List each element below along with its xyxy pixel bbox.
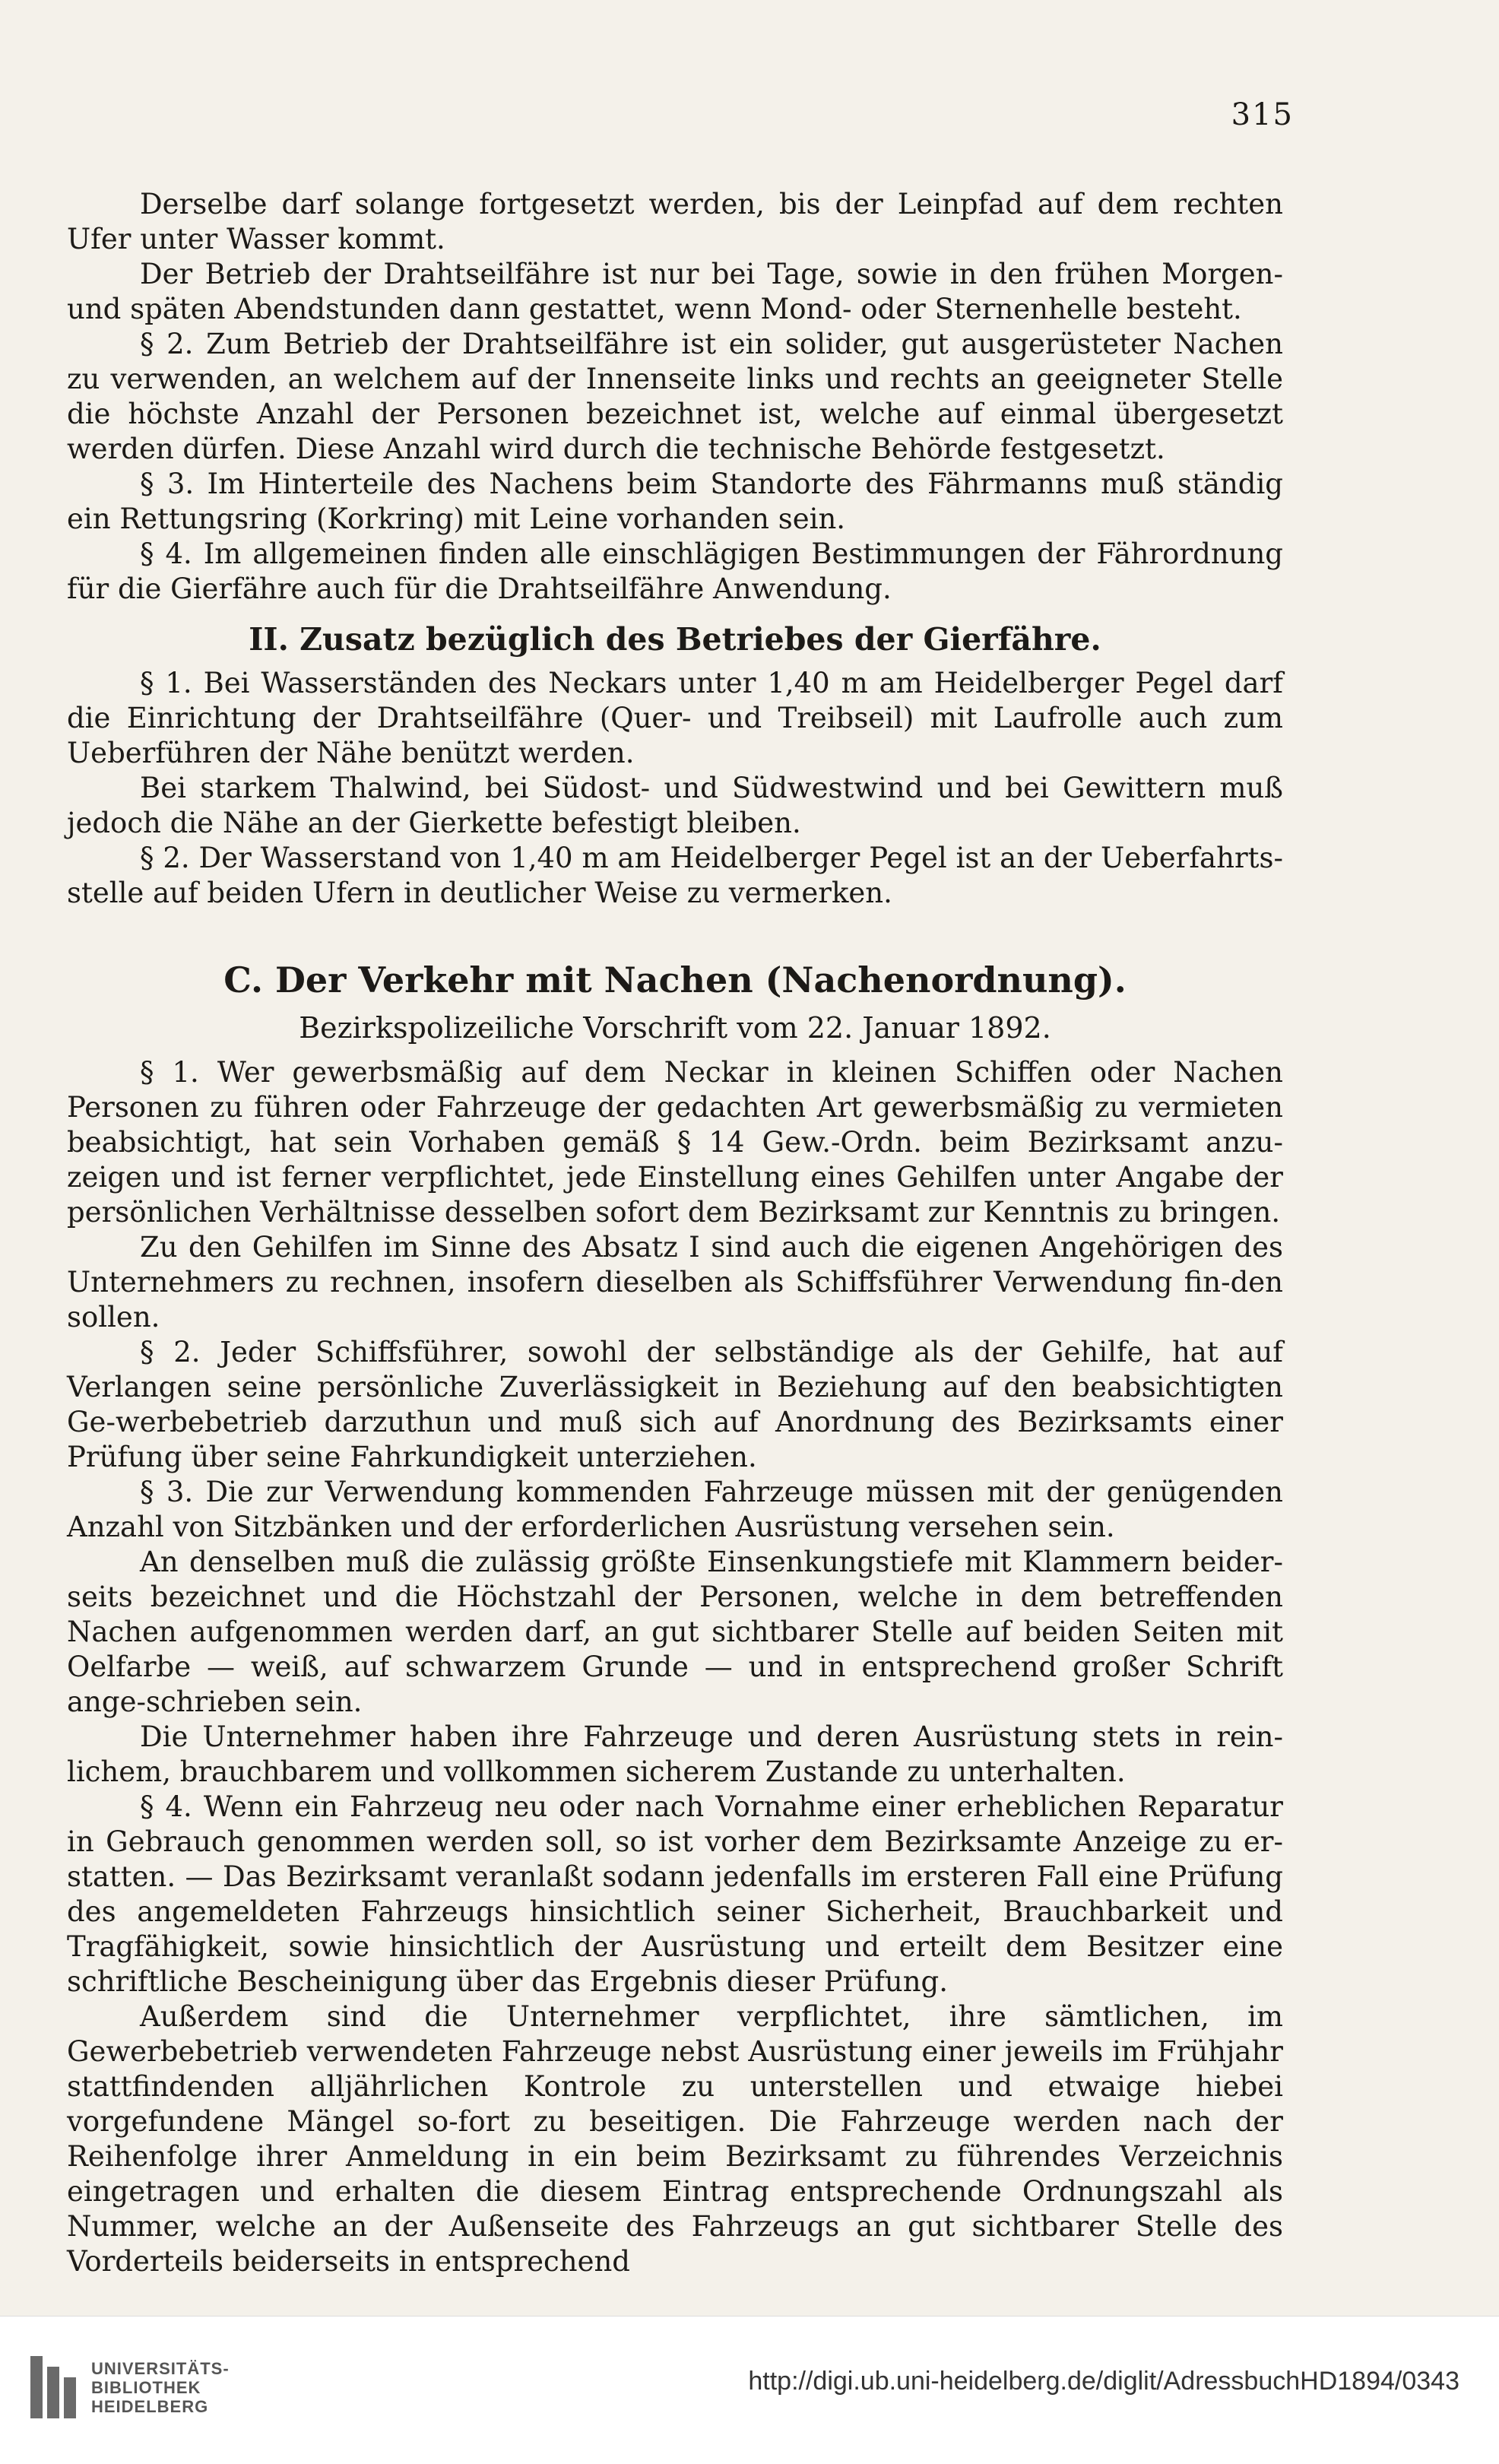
- paragraph: Derselbe darf solange fortgesetzt werden, bis der Leinpfad auf dem rechten Ufer unter Wasser kommt.: [67, 188, 1283, 255]
- paragraph: § 4. Wenn ein Fahrzeug neu oder nach Vornahme einer erheblichen Reparatur in Gebrauch genommen werden soll, so ist vorher dem Bezirksamte Anzeige zu er-statten. — Das Bezirksamt veranlaßt sodann jedenfalls im ersteren Fall eine Prüfung des angemeldeten Fahrzeugs hinsichtlich seiner Sicherheit, Brauchbarkeit und Tragfähigkeit, sowie hinsichtlich der Ausrüstung und erteilt dem Besitzer eine schriftliche Bescheinigung über das Ergebnis dieser Prüfung.: [67, 1790, 1283, 1998]
- paragraph: § 2. Jeder Schiffsführer, sowohl der selbständige als der Gehilfe, hat auf Verlangen seine persönliche Zuverlässigkeit in Beziehung auf den beabsichtigten Ge-werbebetrieb darzuthun und muß sich auf Anordnung des Bezirksamts einer Prüfung über seine Fahrkundigkeit unterziehen.: [67, 1336, 1283, 1473]
- paragraph: § 1. Bei Wasserständen des Neckars unter 1,40 m am Heidelberger Pegel darf die Einrichtung der Drahtseilfähre (Quer- und Treibseil) mit Laufrolle auch zum Ueberführen der Nähe benützt werden.: [67, 667, 1283, 769]
- paragraph: § 1. Wer gewerbsmäßig auf dem Neckar in kleinen Schiffen oder Nachen Personen zu führen oder Fahrzeuge der gedachten Art gewerbsmäßig zu vermieten beabsichtigt, hat sein Vorhaben gemäß § 14 Gew.-Ordn. beim Bezirksamt anzu-zeigen und ist ferner verpflichtet, jede Einstellung eines Gehilfen unter Angabe der persönlichen Verhältnisse desselben sofort dem Bezirksamt zur Kenntnis zu bringen.: [67, 1056, 1283, 1229]
- library-logo-icon: [30, 2356, 78, 2418]
- paragraph: Bei starkem Thalwind, bei Südost- und Südwestwind und bei Gewittern muß jedoch die Nähe an der Gierkette befestigt bleiben.: [67, 772, 1283, 839]
- paragraph: § 2. Zum Betrieb der Drahtseilfähre ist ein solider, gut ausgerüsteter Nachen zu verwenden, an welchem auf der Innenseite links und rechts an geeigneter Stelle die höchste Anzahl der Personen bezeichnet ist, welche auf einmal übergesetzt werden dürfen. Diese Anzahl wird durch die technische Behörde festgesetzt.: [67, 328, 1283, 465]
- section-c-subheading: Bezirkspolizeiliche Vorschrift vom 22. Januar 1892.: [299, 1011, 1051, 1045]
- paragraph: § 2. Der Wasserstand von 1,40 m am Heidelberger Pegel ist an der Ueberfahrts-stelle auf beiden Ufern in deutlicher Weise zu vermerken.: [67, 842, 1283, 909]
- page-body: [67, 187, 1283, 2279]
- paragraph: Die Unternehmer haben ihre Fahrzeuge und deren Ausrüstung stets in rein-lichem, brauchbarem und vollkommen sicherem Zustande zu unterhalten.: [67, 1720, 1283, 1788]
- section-c-heading: C. Der Verkehr mit Nachen (Nachenordnung).: [223, 959, 1127, 1001]
- footer-bar: [0, 2316, 1499, 2464]
- source-url-link[interactable]: http://digi.ub.uni-heidelberg.de/diglit/AdressbuchHD1894/0343: [748, 2367, 1459, 2396]
- paragraph: Der Betrieb der Drahtseilfähre ist nur bei Tage, sowie in den frühen Morgen- und späten Abendstunden dann gestattet, wenn Mond- oder Sternenhelle besteht.: [67, 258, 1283, 325]
- library-logo-text: UNIVERSITÄTS- BIBLIOTHEK HEIDELBERG: [91, 2358, 230, 2416]
- paragraph: Zu den Gehilfen im Sinne des Absatz I sind auch die eigenen Angehörigen des Unternehmers zu rechnen, insofern dieselben als Schiffsführer Verwendung fin-den sollen.: [67, 1231, 1283, 1333]
- paragraph: § 3. Im Hinterteile des Nachens beim Standorte des Fährmanns muß ständig ein Rettungsring (Korkring) mit Leine vorhanden sein.: [67, 468, 1283, 535]
- paragraph: An denselben muß die zulässig größte Einsenkungstiefe mit Klammern beider-seits bezeichnet und die Höchstzahl der Personen, welche in dem betreffenden Nachen aufgenommen werden darf, an gut sichtbarer Stelle auf beiden Seiten mit Oelfarbe — weiß, auf schwarzem Grunde — und in entsprechend großer Schrift ange-schrieben sein.: [67, 1546, 1283, 1718]
- paragraph: Außerdem sind die Unternehmer verpflichtet, ihre sämtlichen, im Gewerbebetrieb verwendeten Fahrzeuge nebst Ausrüstung einer jeweils im Frühjahr stattfindenden alljährlichen Kontrole zu unterstellen und etwaige hiebei vorgefundene Mängel so-fort zu beseitigen. Die Fahrzeuge werden nach der Reihenfolge ihrer Anmeldung in ein beim Bezirksamt zu führendes Verzeichnis eingetragen und erhalten die diesem Eintrag entsprechende Ordnungszahl als Nummer, welche an der Außenseite des Fahrzeugs an gut sichtbarer Stelle des Vorderteils beiderseits in entsprechend: [67, 2000, 1283, 2278]
- section-ii-heading: II. Zusatz bezüglich des Betriebes der Gierfähre.: [249, 621, 1101, 658]
- paragraph: § 4. Im allgemeinen finden alle einschlägigen Bestimmungen der Fährordnung für die Gierfähre auch für die Drahtseilfähre Anwendung.: [67, 538, 1283, 605]
- library-logo[interactable]: [30, 2356, 230, 2418]
- page-number: 315: [1231, 97, 1294, 132]
- paragraph: § 3. Die zur Verwendung kommenden Fahrzeuge müssen mit der genügenden Anzahl von Sitzbänken und der erforderlichen Ausrüstung versehen sein.: [67, 1476, 1283, 1543]
